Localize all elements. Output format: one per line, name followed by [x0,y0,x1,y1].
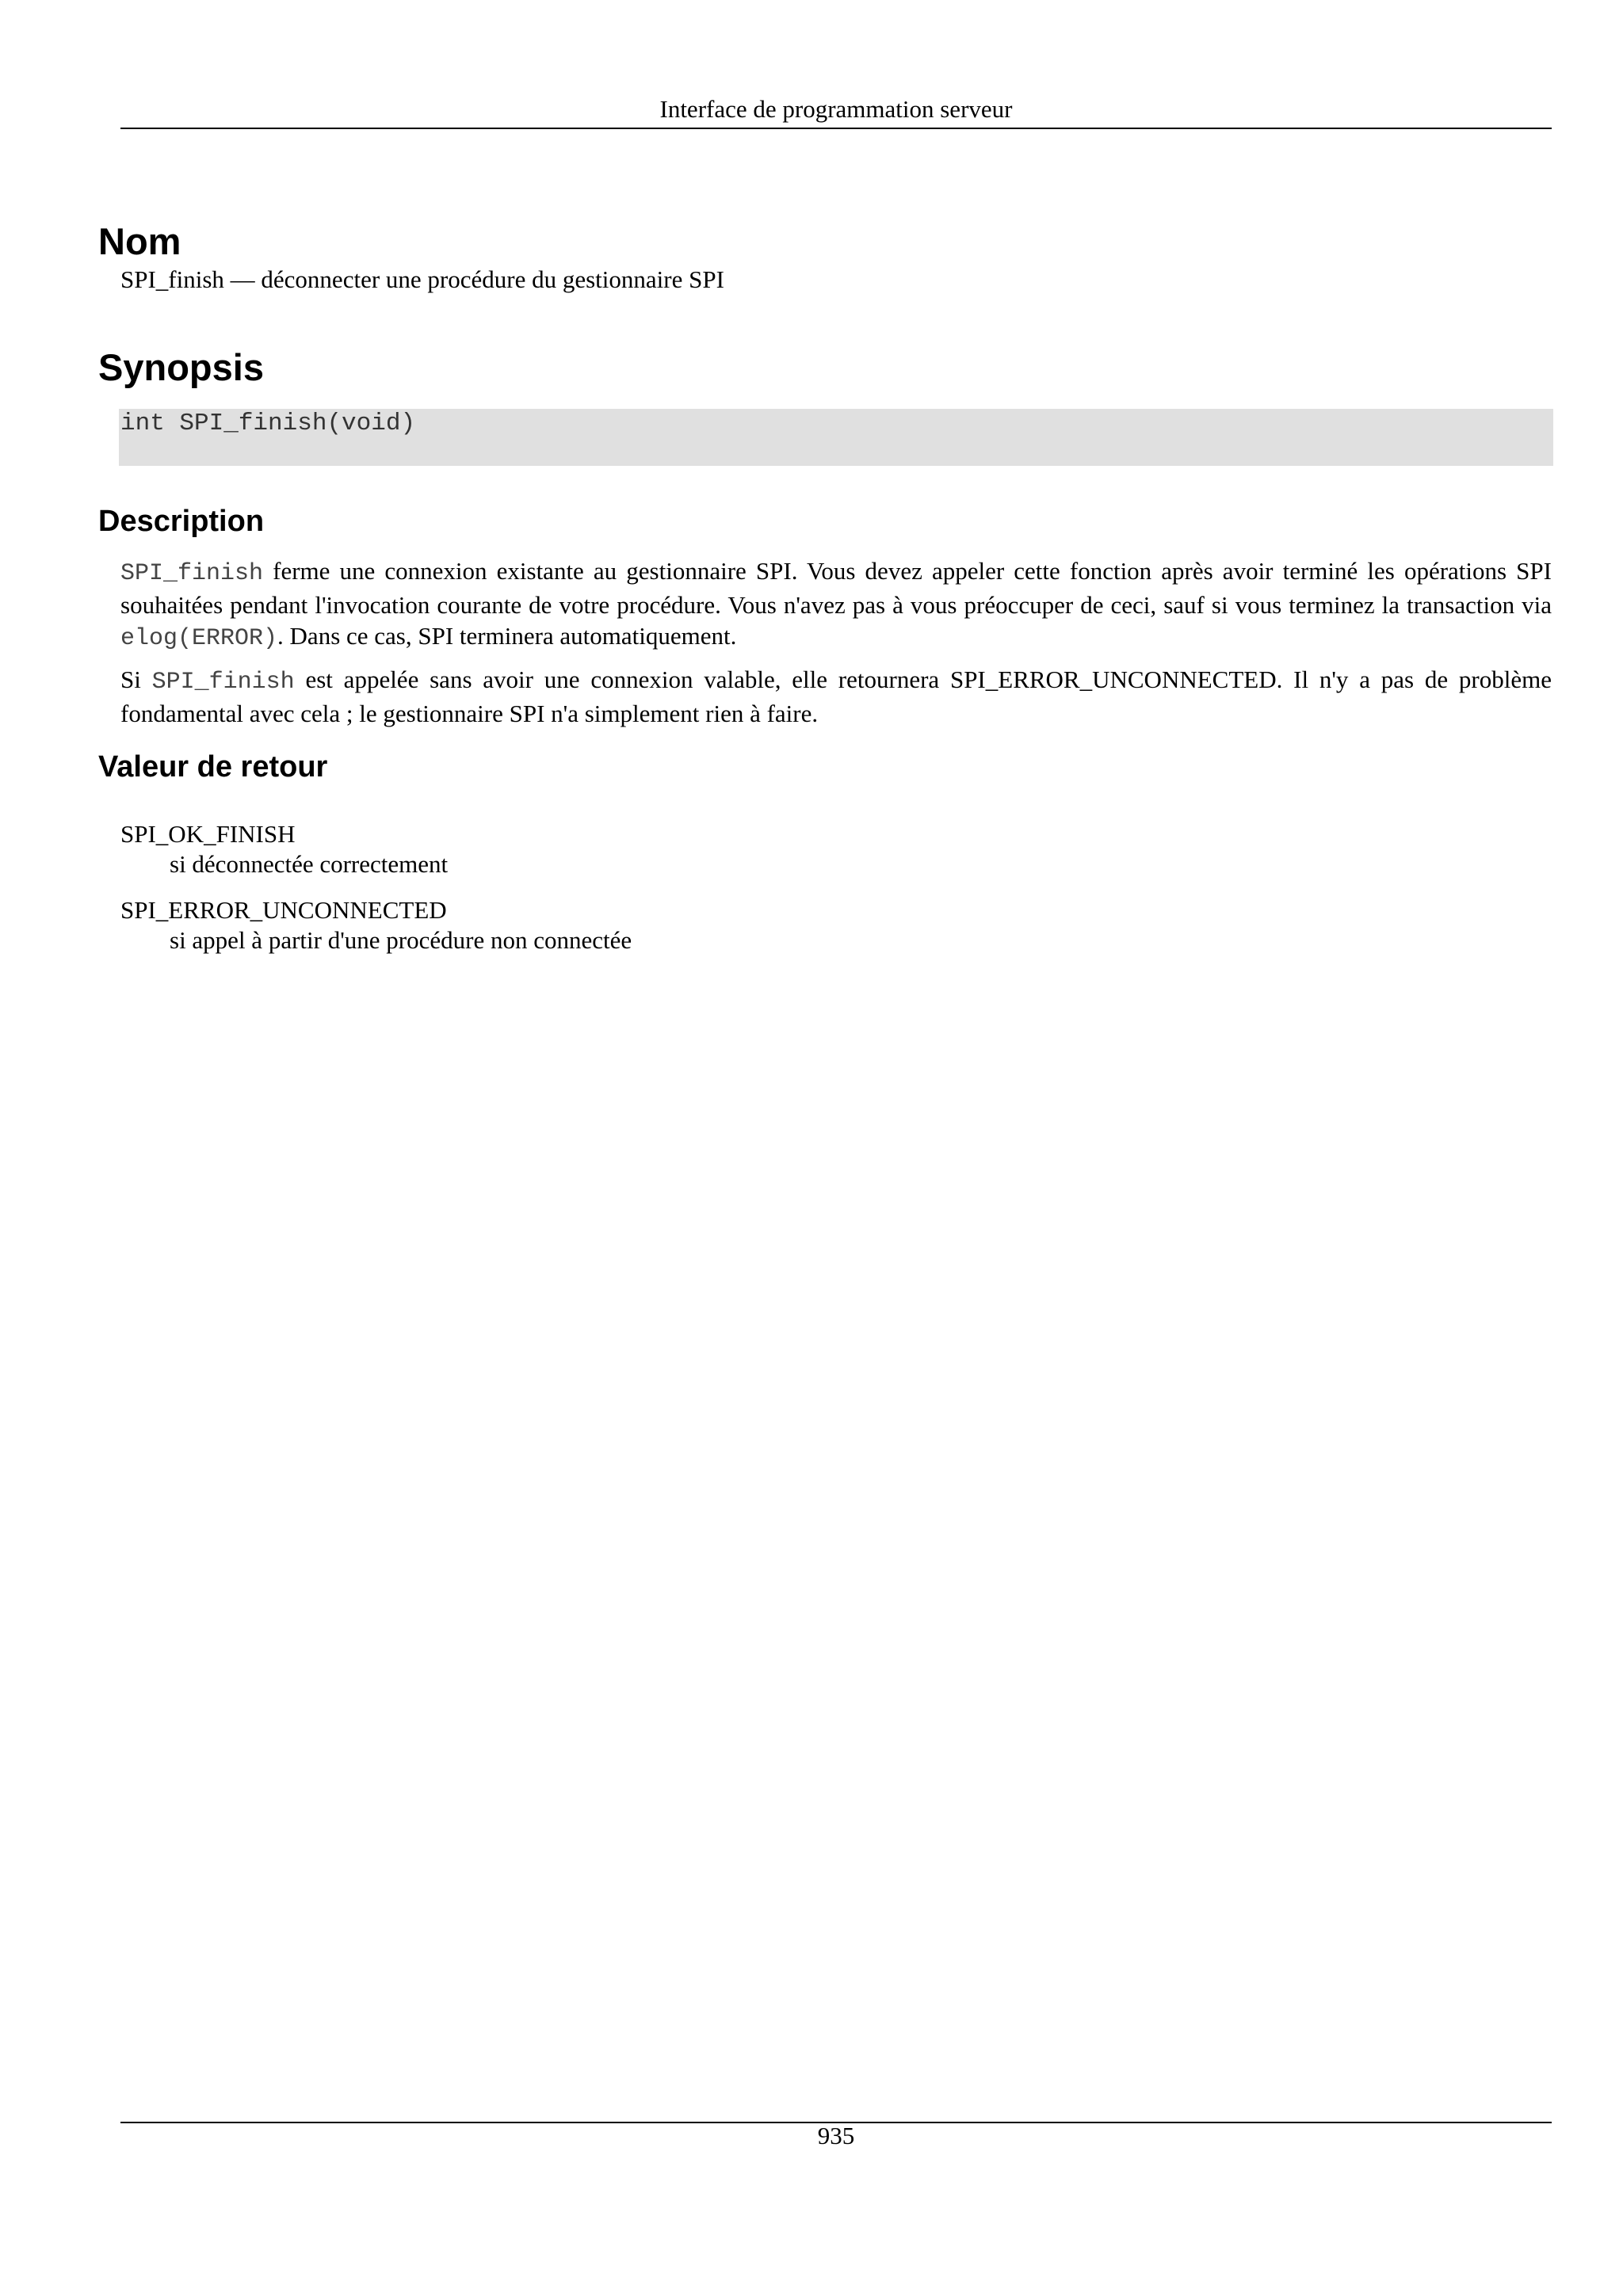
description-paragraph-2 [120,664,1552,729]
nom-text: SPI_finish — déconnecter une procédure du gestionnaire SPI [120,265,724,293]
return-definition: si déconnectée correctement [170,850,449,878]
return-term: SPI_ERROR_UNCONNECTED [120,896,447,924]
paragraph-text: ferme une connexion existante au gestionnaire SPI. Vous devez appeler cette fonction après avoir terminé les opérations SPI souhaitées pendant l'invocation courante de votre procédure. Vous n'avez pas à vous préoccuper de ceci, sauf si vous terminez la transaction via [120,557,1552,619]
inline-code: elog(ERROR) [120,625,278,652]
return-term: SPI_OK_FINISH [120,820,296,848]
header-rule [120,128,1552,129]
page-number: 935 [817,2122,855,2149]
paragraph-text: est appelée sans avoir une connexion valable, elle retournera SPI_ERROR_UNCONNECTED. Il n'y a pas de problème fondamental avec cela ; le gestionnaire SPI n'a simplement rien à faire. [120,666,1552,727]
paragraph-text: Si [120,666,152,693]
return-value-heading: Valeur de retour [98,750,328,784]
inline-code: SPI_finish [151,669,295,696]
description-heading: Description [98,505,265,538]
synopsis-code: int SPI_finish(void) [120,410,416,437]
paragraph-text: . Dans ce cas, SPI terminera automatiquement. [277,622,737,650]
return-definition: si appel à partir d'une procédure non connectée [170,926,632,954]
synopsis-heading: Synopsis [98,346,264,388]
page-header: Interface de programmation serveur [659,95,1013,123]
nom-heading: Nom [98,220,181,262]
description-paragraph-1 [120,555,1552,654]
inline-code: SPI_finish [120,560,264,587]
